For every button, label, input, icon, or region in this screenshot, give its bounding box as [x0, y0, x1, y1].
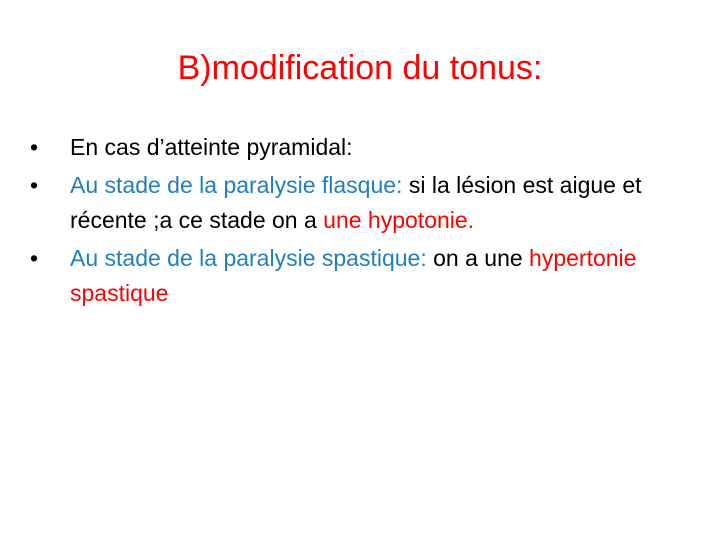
bullet-marker: •: [30, 172, 39, 198]
bullet-item-spastique: [30, 241, 690, 311]
bullet-highlight-text: hypertonie spastique: [70, 245, 637, 306]
bullet-lead-text: Au stade de la paralysie flasque:: [70, 172, 403, 198]
bullet-item-flasque: [30, 168, 690, 238]
bullet-lead-text: Au stade de la paralysie spastique:: [70, 245, 427, 271]
bullet-text: En cas d’atteinte pyramidal:: [70, 134, 353, 160]
bullet-marker: •: [30, 134, 39, 160]
bullet-marker: •: [30, 245, 39, 271]
slide-title: B)modification du tonus:: [177, 49, 543, 87]
bullet-body-text: si la lésion est aigue et récente ;a ce stade on a: [70, 172, 642, 233]
bullet-list: [30, 130, 690, 314]
bullet-item-pyramidal: [30, 130, 690, 165]
bullet-body-text: on a une: [426, 245, 530, 271]
bullet-highlight-text: une hypotonie.: [323, 207, 475, 233]
